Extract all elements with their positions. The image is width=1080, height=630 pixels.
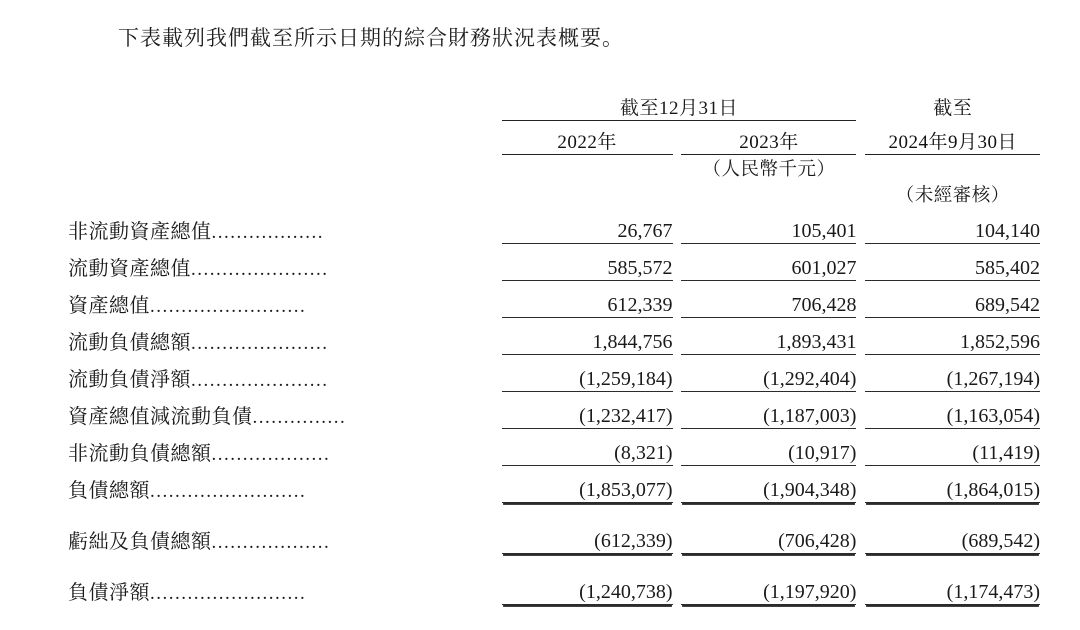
- header-empty-cell-2: [68, 120, 502, 154]
- row-value-2022: 585,572: [502, 244, 673, 281]
- audit-note-spacer-1: [502, 181, 673, 207]
- row-gap-2: [856, 244, 865, 281]
- row-gap-1: [673, 281, 682, 318]
- row-label-text: 非流動資產總值: [68, 220, 212, 243]
- table-row: [68, 466, 1040, 503]
- audit-note-gap-1: [673, 181, 682, 207]
- row-value-2023: (1,292,404): [681, 355, 856, 392]
- row-value-2024: (1,267,194): [865, 355, 1040, 392]
- row-value-2022: (612,339): [502, 517, 673, 554]
- audit-note-gap-2: [856, 181, 865, 207]
- row-leader: .........................: [150, 480, 307, 502]
- table-row: [68, 392, 1040, 429]
- row-leader: ...................: [211, 443, 331, 465]
- row-value-2022: 26,767: [502, 207, 673, 244]
- audit-note-empty: [68, 181, 502, 207]
- row-label-text: 流動負債總額: [68, 331, 191, 354]
- row-label: [68, 207, 502, 244]
- header-gap-cell-3: [856, 120, 865, 154]
- row-leader: .........................: [150, 582, 307, 604]
- row-gap-2: [856, 207, 865, 244]
- row-label-text: 負債淨額: [68, 581, 150, 604]
- row-label-text: 虧絀及負債總額: [68, 530, 212, 553]
- row-value-2024: (1,163,054): [865, 392, 1040, 429]
- header-gap-cell-2: [673, 120, 682, 154]
- row-value-2024: 104,140: [865, 207, 1040, 244]
- row-value-2024: (1,174,473): [865, 568, 1040, 605]
- row-gap-1: [673, 517, 682, 554]
- row-label: [68, 466, 502, 503]
- header-year-2023: 2023年: [681, 120, 856, 154]
- row-leader: ..................: [211, 221, 324, 243]
- row-value-2023: 1,893,431: [681, 318, 856, 355]
- row-value-2023: 601,027: [681, 244, 856, 281]
- row-leader: ...................: [211, 531, 331, 553]
- row-label-text: 非流動負債總額: [68, 442, 212, 465]
- row-gap-2: [856, 568, 865, 605]
- row-gap-1: [673, 568, 682, 605]
- header-col3-line1: 截至: [933, 98, 973, 119]
- row-gap-1: [673, 392, 682, 429]
- row-value-2023: (1,187,003): [681, 392, 856, 429]
- row-gap-1: [673, 318, 682, 355]
- table-row: [68, 244, 1040, 281]
- audit-note-spacer-2: [681, 181, 856, 207]
- row-label: [68, 568, 502, 605]
- row-gap-1: [673, 207, 682, 244]
- row-gap-2: [856, 355, 865, 392]
- row-value-2023: 105,401: [681, 207, 856, 244]
- row-label-text: 資產總值: [68, 294, 150, 317]
- row-value-2023: 706,428: [681, 281, 856, 318]
- table-header-year-row: [68, 120, 1040, 154]
- table-spacer: [68, 554, 1040, 568]
- table-row: [68, 429, 1040, 466]
- row-value-2022: 612,339: [502, 281, 673, 318]
- row-value-2023: (1,197,920): [681, 568, 856, 605]
- row-label-text: 流動資產總值: [68, 257, 191, 280]
- row-value-2023: (706,428): [681, 517, 856, 554]
- table-unit-note-row: [68, 154, 1040, 181]
- audit-note-unaudited: （未經審核）: [895, 185, 1010, 206]
- row-gap-2: [856, 466, 865, 503]
- row-label: [68, 355, 502, 392]
- intro-paragraph: 下表載列我們截至所示日期的綜合財務狀況表概要。: [118, 26, 624, 50]
- spacer-cell: [68, 503, 1040, 517]
- row-label: [68, 318, 502, 355]
- row-leader: .........................: [150, 295, 307, 317]
- table-header-span-row: [68, 88, 1040, 120]
- row-value-2024: (689,542): [865, 517, 1040, 554]
- row-label: [68, 281, 502, 318]
- unit-note-spacer-2: [865, 154, 1040, 181]
- row-leader: ...............: [252, 406, 347, 428]
- row-gap-2: [856, 281, 865, 318]
- row-label-text: 負債總額: [68, 479, 150, 502]
- table-row: [68, 318, 1040, 355]
- row-gap-1: [673, 429, 682, 466]
- table-row: [68, 517, 1040, 554]
- table-audit-note-row: [68, 181, 1040, 207]
- row-leader: ......................: [191, 369, 329, 391]
- row-label: [68, 517, 502, 554]
- row-value-2024: 689,542: [865, 281, 1040, 318]
- row-value-2024: 1,852,596: [865, 318, 1040, 355]
- header-year-2022: 2022年: [502, 120, 673, 154]
- table-row: [68, 207, 1040, 244]
- header-date-2024: 2024年9月30日: [865, 120, 1040, 154]
- unit-note-spacer-1: [502, 154, 673, 181]
- row-value-2022: (1,853,077): [502, 466, 673, 503]
- row-gap-2: [856, 517, 865, 554]
- row-gap-2: [856, 318, 865, 355]
- row-leader: ......................: [191, 258, 329, 280]
- row-label: [68, 244, 502, 281]
- row-value-2022: (8,321): [502, 429, 673, 466]
- header-span-dates: 截至12月31日: [502, 88, 857, 120]
- table-spacer: [68, 503, 1040, 517]
- header-gap-cell: [856, 88, 865, 120]
- table-row: [68, 355, 1040, 392]
- table-row: [68, 281, 1040, 318]
- row-label-text: 資產總值減流動負債: [68, 405, 253, 428]
- header-empty-cell: [68, 88, 502, 120]
- row-value-2024: (1,864,015): [865, 466, 1040, 503]
- financial-position-table: [68, 88, 1040, 605]
- row-value-2022: (1,232,417): [502, 392, 673, 429]
- unit-note-gap-2: [856, 154, 865, 181]
- row-value-2023: (10,917): [681, 429, 856, 466]
- row-gap-1: [673, 244, 682, 281]
- row-gap-2: [856, 429, 865, 466]
- row-gap-1: [673, 355, 682, 392]
- row-value-2023: (1,904,348): [681, 466, 856, 503]
- row-label: [68, 429, 502, 466]
- row-leader: ......................: [191, 332, 329, 354]
- table-row: [68, 568, 1040, 605]
- row-value-2024: 585,402: [865, 244, 1040, 281]
- unit-note-currency: （人民幣千元）: [702, 159, 836, 180]
- row-label-text: 流動負債淨額: [68, 368, 191, 391]
- row-value-2022: 1,844,756: [502, 318, 673, 355]
- row-gap-1: [673, 466, 682, 503]
- unit-note-gap-1: [673, 154, 682, 181]
- row-value-2024: (11,419): [865, 429, 1040, 466]
- row-value-2022: (1,259,184): [502, 355, 673, 392]
- row-value-2022: (1,240,738): [502, 568, 673, 605]
- row-gap-2: [856, 392, 865, 429]
- unit-note-empty: [68, 154, 502, 181]
- row-label: [68, 392, 502, 429]
- spacer-cell: [68, 554, 1040, 568]
